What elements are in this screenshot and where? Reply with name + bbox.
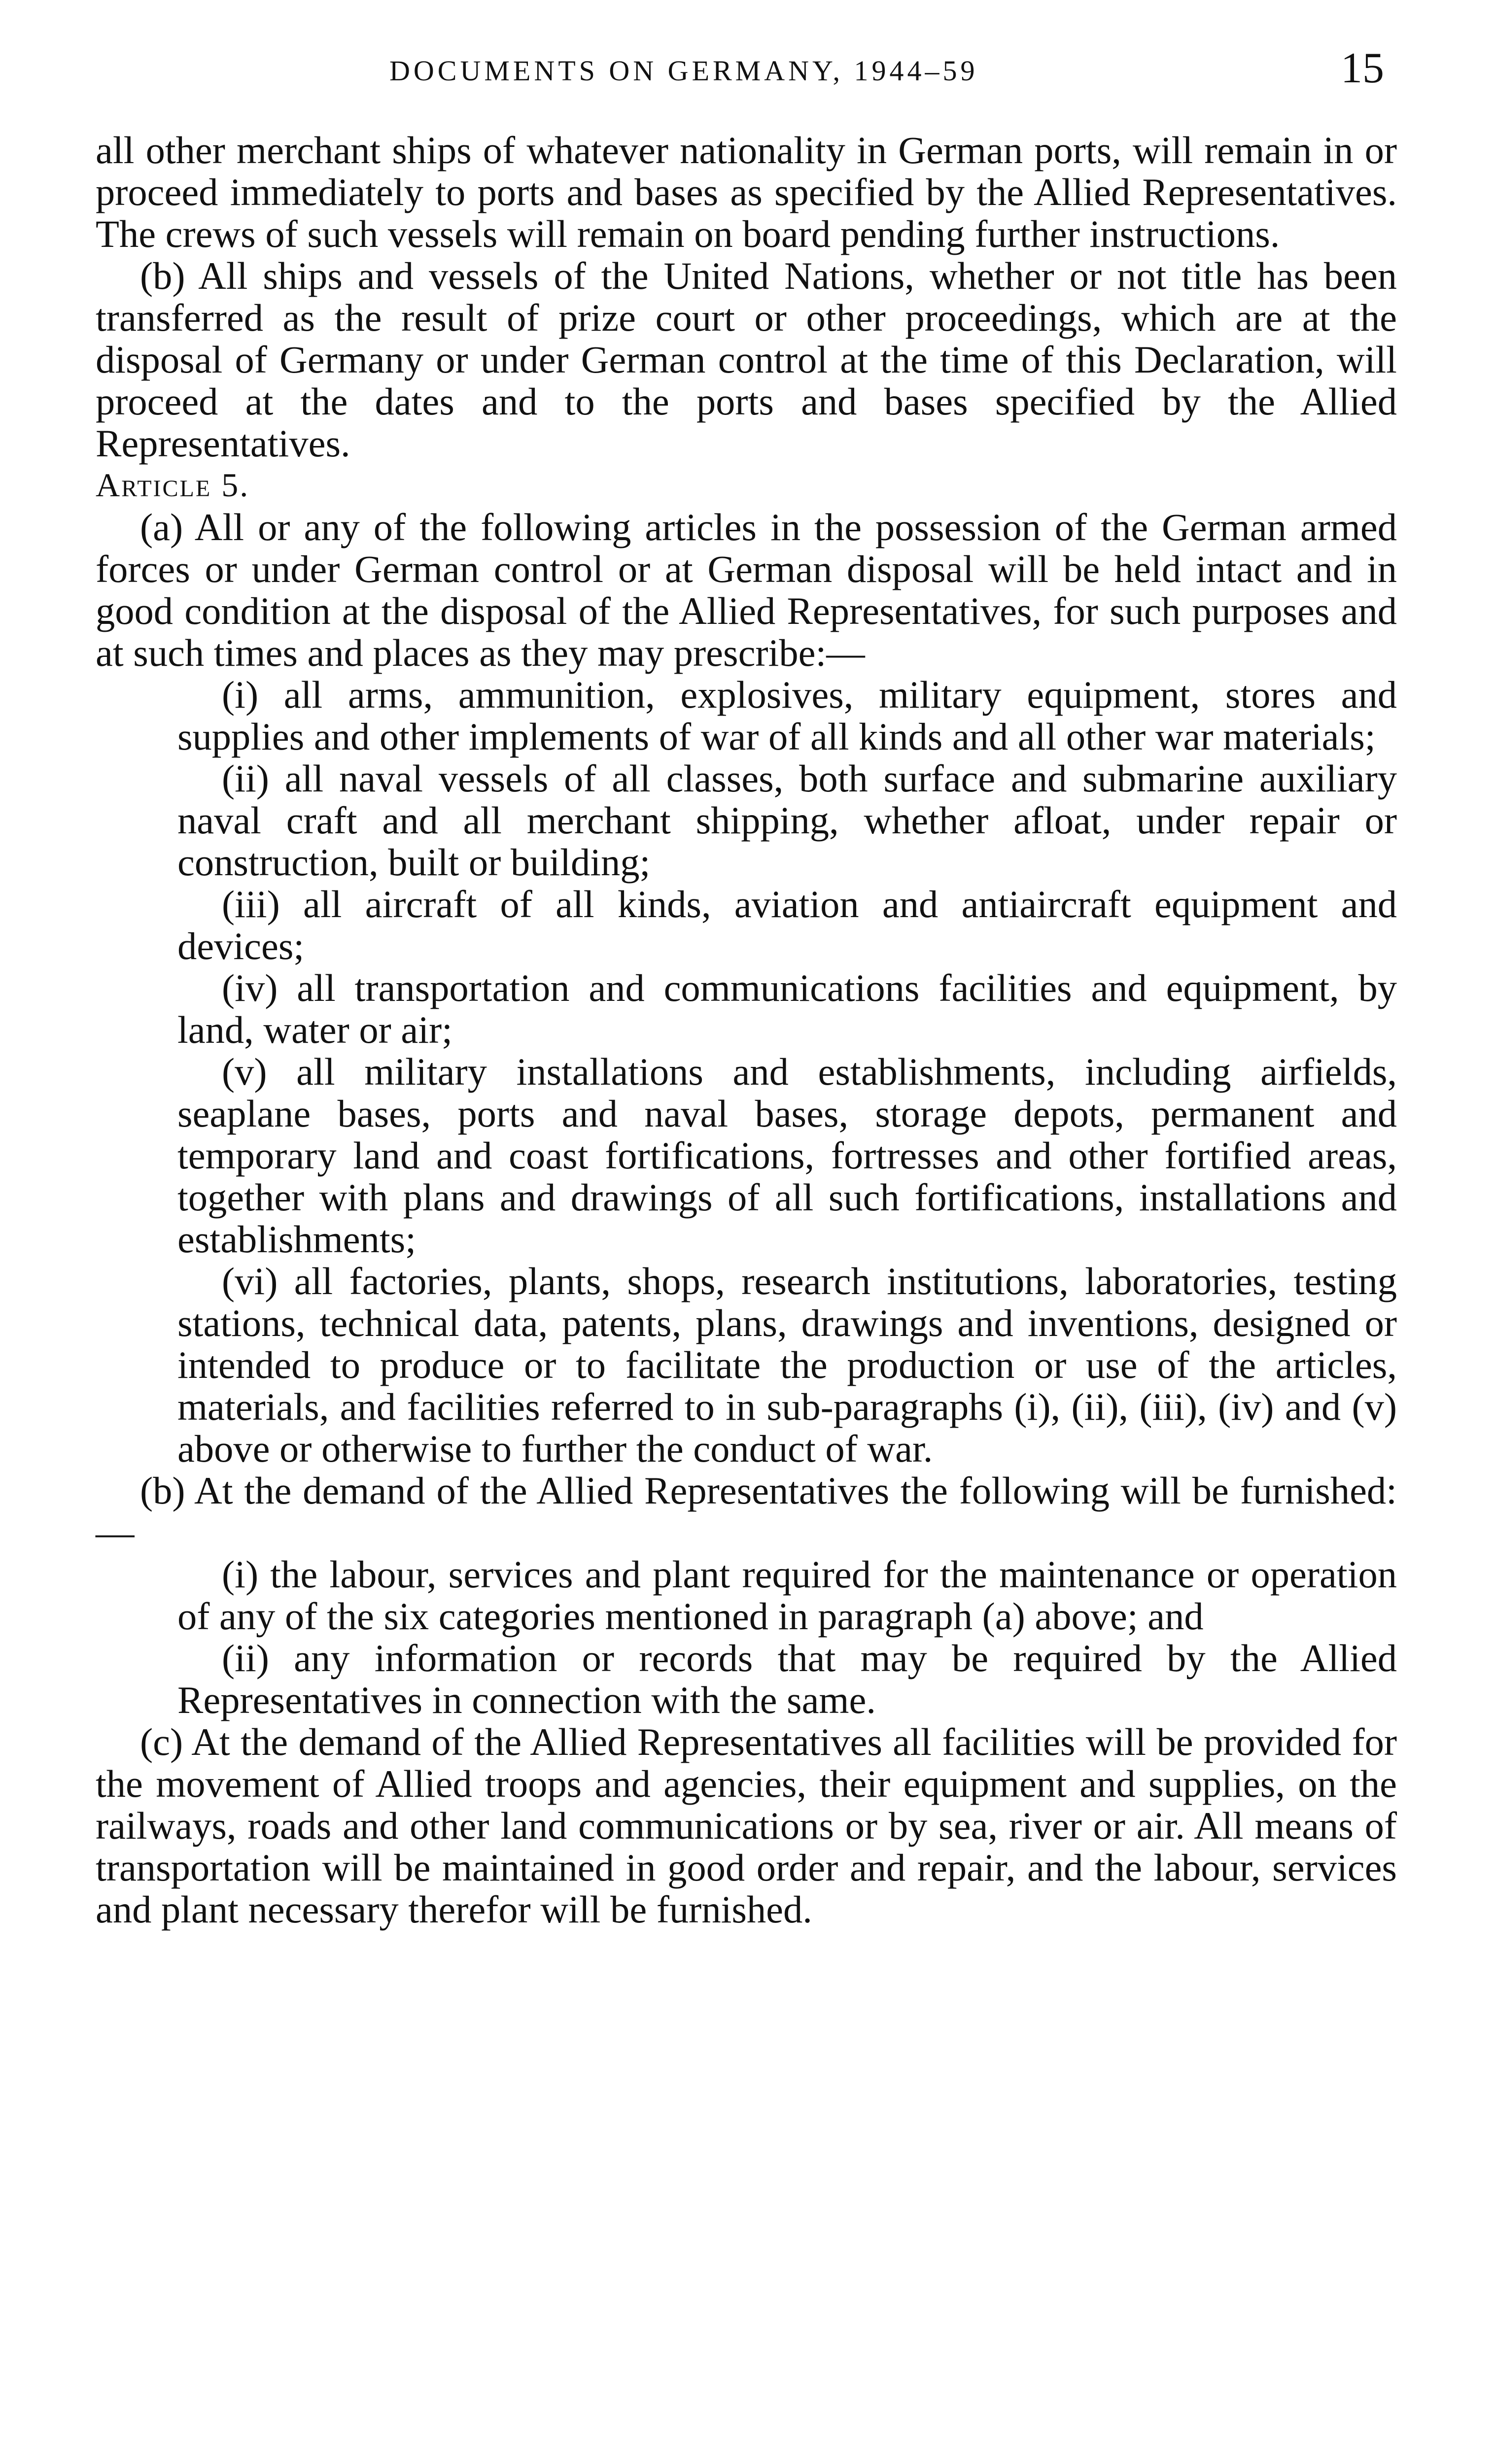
subparagraph-5b-i: (i) the labour, services and plant required for the maintenance or operation of any of the six categories mentioned in paragraph (a) above; and (177, 1553, 1397, 1638)
subparagraph-5a-i: (i) all arms, ammunition, explosives, military equipment, stores and supplies and other implements of war of all kinds and all other war materials; (177, 673, 1397, 758)
subparagraph-5a-ii: (ii) all naval vessels of all classes, both surface and submarine auxiliary naval craft and all merchant shipping, whether afloat, under repair or construction, built or building; (177, 757, 1397, 884)
subparagraph-5a-v: (v) all military installations and establishments, including airfields, seaplane bases, ports and naval bases, storage depots, permanent and temporary land and coast fortifications, fortresses and other fortified areas, together with plans and drawings of all such fortifications, installations and establishments; (177, 1050, 1397, 1261)
running-title: DOCUMENTS ON GERMANY, 1944–59 (389, 55, 978, 87)
subparagraph-5a-iv: (iv) all transportation and communications facilities and equipment, by land, water or air; (177, 966, 1397, 1051)
body-text (96, 129, 1397, 1930)
paragraph-5c: (c) At the demand of the Allied Representatives all facilities will be provided for the movement of Allied troops and agencies, their equipment and supplies, on the railways, roads and other land communications or by sea, river or air. All means of transportation will be maintained in good order and repair, and the labour, services and plant necessary therefor will be furnished. (96, 1720, 1397, 1931)
paragraph-continuation: all other merchant ships of whatever nationality in German ports, will remain in or proceed immediately to ports and bases as specified by the Allied Representatives. The crews of such vessels will remain on board pending further instructions. (96, 129, 1397, 255)
paragraph-4b: (b) All ships and vessels of the United Nations, whether or not title has been transferred as the result of prize court or other proceedings, which are at the disposal of Germany or under German control at the time of this Declaration, will proceed at the dates and to the ports and bases specified by the Allied Representatives. (96, 254, 1397, 465)
paragraph-5a: (a) All or any of the following articles in the possession of the German armed forces or under German control or at German disposal will be held intact and in good condition at the disposal of the Allied Representatives, for such purposes and at such times and places as they may prescribe:— (96, 506, 1397, 674)
subparagraph-5a-vi: (vi) all factories, plants, shops, research institutions, laboratories, testing stations, technical data, patents, plans, drawings and inventions, designed or intended to produce or to facilitate the production or use of the articles, materials, and facilities referred to in sub-paragraphs (i), (ii), (iii), (iv) and (v) above or otherwise to further the conduct of war. (177, 1260, 1397, 1470)
running-head (0, 43, 1495, 98)
subparagraph-5a-iii: (iii) all aircraft of all kinds, aviation and antiaircraft equipment and devices; (177, 883, 1397, 967)
article-heading: Article 5. (96, 466, 250, 504)
page-number: 15 (1341, 44, 1384, 92)
subparagraph-5b-ii: (ii) any information or records that may be required by the Allied Representatives in connection with the same. (177, 1637, 1397, 1721)
paragraph-5b: (b) At the demand of the Allied Representatives the following will be furnished:— (96, 1469, 1397, 1554)
